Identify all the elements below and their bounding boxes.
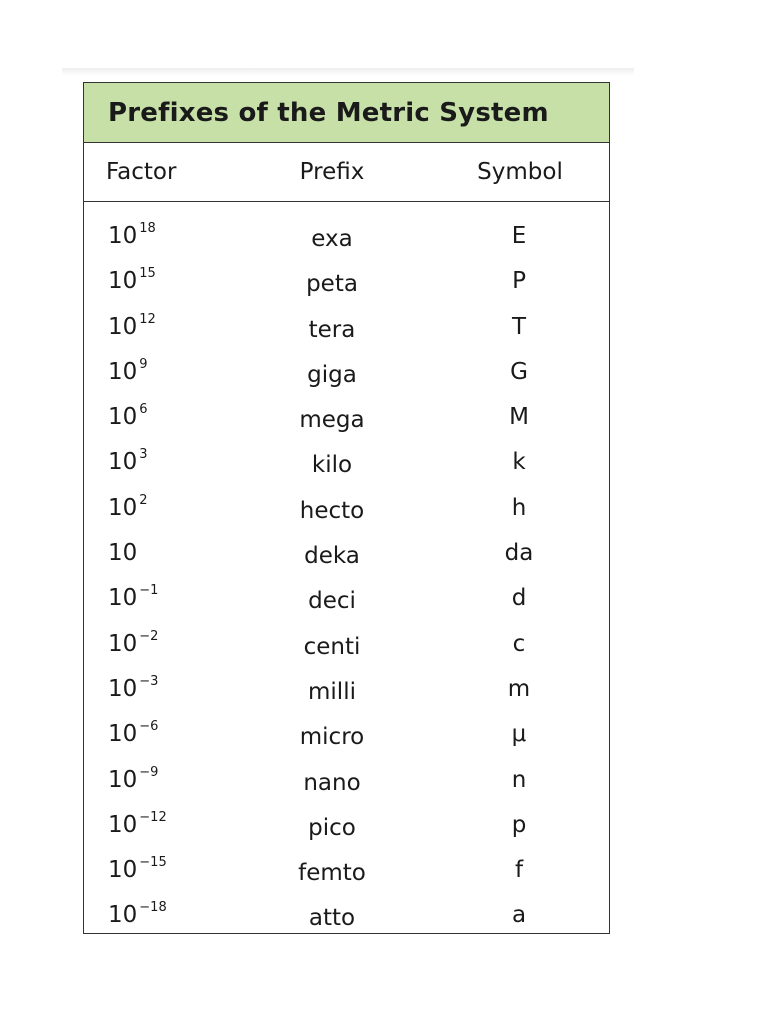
symbol-cell: c bbox=[512, 630, 526, 657]
table-body bbox=[84, 202, 609, 946]
factor-base: 10 bbox=[108, 675, 138, 702]
factor-base: 10 bbox=[108, 358, 138, 385]
symbol-cell: P bbox=[512, 268, 526, 295]
prefix-cell: deci bbox=[308, 588, 356, 615]
factor-exponent: −9 bbox=[139, 764, 159, 780]
factor-exponent: 18 bbox=[139, 221, 156, 236]
prefix-cell: nano bbox=[303, 769, 361, 796]
symbol-cell: h bbox=[511, 494, 527, 521]
table-row bbox=[84, 266, 609, 311]
table-row bbox=[84, 765, 609, 810]
prefix-cell: pico bbox=[308, 814, 356, 841]
prefix-cell: centi bbox=[303, 633, 361, 660]
prefix-cell: peta bbox=[306, 271, 358, 298]
factor-exponent: 2 bbox=[139, 492, 148, 508]
factor-base: 10 bbox=[108, 721, 138, 748]
factor-exponent: −1 bbox=[139, 583, 159, 599]
table-title: Prefixes of the Metric System bbox=[108, 97, 549, 128]
prefix-cell: hecto bbox=[299, 497, 365, 524]
factor-exponent: −12 bbox=[139, 809, 167, 825]
prefix-cell: giga bbox=[307, 361, 357, 388]
factor-exponent: 9 bbox=[139, 356, 148, 372]
symbol-cell: k bbox=[512, 449, 526, 476]
factor-base: 10 bbox=[108, 630, 138, 657]
table-row bbox=[84, 674, 609, 719]
factor-exponent: −2 bbox=[139, 628, 159, 644]
table-row bbox=[84, 447, 609, 492]
factor-cell bbox=[108, 719, 158, 753]
prefix-cell: femto bbox=[298, 860, 366, 887]
header-factor: Factor bbox=[106, 159, 177, 185]
table-row bbox=[84, 538, 609, 583]
symbol-cell: a bbox=[511, 902, 527, 929]
factor-exponent: 3 bbox=[139, 447, 148, 463]
prefix-cell: micro bbox=[299, 724, 365, 751]
factor-base: 10 bbox=[108, 540, 138, 567]
symbol-cell: M bbox=[509, 404, 529, 431]
symbol-cell: E bbox=[511, 223, 527, 249]
prefix-cell: deka bbox=[304, 543, 360, 570]
prefix-cell: atto bbox=[308, 905, 356, 932]
factor-cell bbox=[108, 493, 148, 527]
factor-exponent: 12 bbox=[139, 311, 156, 327]
factor-base: 10 bbox=[108, 223, 138, 249]
header-prefix: Prefix bbox=[299, 159, 365, 185]
factor-cell bbox=[108, 447, 148, 481]
prefix-cell: kilo bbox=[311, 452, 353, 479]
table-row bbox=[84, 583, 609, 628]
symbol-cell: μ bbox=[511, 721, 527, 748]
factor-cell bbox=[108, 583, 158, 617]
factor-cell bbox=[108, 312, 156, 346]
factor-exponent: 15 bbox=[139, 266, 156, 282]
factor-exponent: −18 bbox=[139, 900, 167, 916]
table-row bbox=[84, 493, 609, 538]
symbol-cell: da bbox=[504, 540, 534, 567]
table-title-bar bbox=[84, 83, 609, 143]
factor-cell bbox=[108, 765, 158, 799]
factor-exponent: −6 bbox=[139, 719, 159, 735]
factor-cell bbox=[108, 674, 158, 708]
factor-base: 10 bbox=[108, 766, 138, 793]
factor-cell bbox=[108, 900, 167, 934]
factor-base: 10 bbox=[108, 811, 138, 838]
table-row bbox=[84, 719, 609, 764]
prefix-cell: exa bbox=[311, 226, 353, 252]
table-row bbox=[84, 402, 609, 447]
symbol-cell: d bbox=[511, 585, 527, 612]
header-symbol: Symbol bbox=[477, 159, 563, 185]
factor-exponent: −3 bbox=[139, 673, 159, 689]
factor-base: 10 bbox=[108, 494, 138, 521]
factor-cell bbox=[108, 221, 156, 255]
symbol-cell: n bbox=[511, 766, 527, 793]
factor-base: 10 bbox=[108, 585, 138, 612]
table-row bbox=[84, 855, 609, 900]
symbol-cell: p bbox=[511, 811, 527, 838]
factor-cell bbox=[108, 402, 148, 436]
factor-cell bbox=[108, 538, 139, 572]
prefix-cell: mega bbox=[299, 407, 365, 434]
factor-base: 10 bbox=[108, 857, 138, 884]
factor-cell bbox=[108, 629, 158, 663]
factor-base: 10 bbox=[108, 902, 138, 929]
prefix-cell: milli bbox=[308, 678, 356, 705]
factor-cell bbox=[108, 810, 167, 844]
metric-prefixes-table bbox=[83, 82, 610, 934]
factor-base: 10 bbox=[108, 404, 138, 431]
prefix-cell: tera bbox=[308, 316, 356, 343]
factor-base: 10 bbox=[108, 449, 138, 476]
factor-base: 10 bbox=[108, 268, 138, 295]
factor-base: 10 bbox=[108, 313, 138, 340]
symbol-cell: T bbox=[511, 313, 527, 340]
symbol-cell: G bbox=[510, 358, 528, 385]
table-row bbox=[84, 900, 609, 945]
factor-exponent: 6 bbox=[139, 402, 148, 418]
factor-cell bbox=[108, 266, 156, 300]
table-row bbox=[84, 221, 609, 266]
symbol-cell: f bbox=[514, 857, 524, 884]
table-row bbox=[84, 810, 609, 855]
factor-cell bbox=[108, 855, 167, 889]
symbol-cell: m bbox=[507, 675, 531, 702]
factor-exponent: −15 bbox=[139, 855, 167, 871]
factor-cell bbox=[108, 357, 148, 391]
table-row bbox=[84, 357, 609, 402]
page-top-shadow bbox=[62, 68, 634, 76]
table-header-row bbox=[84, 143, 609, 202]
table-row bbox=[84, 312, 609, 357]
table-row bbox=[84, 629, 609, 674]
